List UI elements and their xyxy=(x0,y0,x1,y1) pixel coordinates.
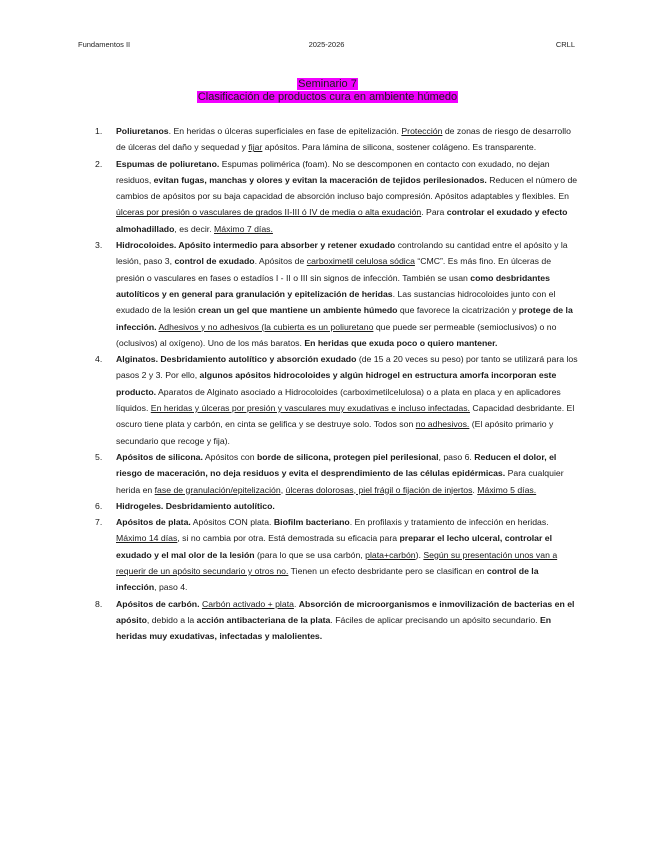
text-segment: , debido a la xyxy=(146,614,197,625)
text-segment: “CMC”. Es más fino. En úlceras de presión o vasculares en fases o estadíos I - II o III sin signos de infección. También se usan xyxy=(116,256,552,283)
text-segment: (de 15 a 20 veces su peso) por tanto se utilizará para los pasos 2 y 3. Por ello, xyxy=(116,354,578,381)
underlined-text: Según su presentación unos van a requerir de un apósito secundario y otros no. xyxy=(116,549,558,577)
underlined-text: fijar xyxy=(248,142,263,153)
text-segment: apósitos. Para lámina de silicona, sostener colágeno. Es transparente. xyxy=(262,142,537,153)
bold-text: Poliuretanos xyxy=(116,126,169,136)
list-item xyxy=(95,596,580,645)
list-item xyxy=(95,449,580,498)
text-segment: , es decir. xyxy=(174,223,215,234)
text-segment: . xyxy=(293,598,299,609)
bold-text: Apósitos de plata. xyxy=(116,517,191,528)
bold-text: como desbridantes autolíticos y en general para granulación y epitelización de heridas xyxy=(116,272,550,299)
bold-text: Espumas de poliuretano. xyxy=(116,158,220,169)
bold-text: evitan fugas, manchas y olores y evitan la maceración de tejidos perilesionados. xyxy=(153,174,487,185)
bold-text: Reducen el dolor, el riesgo de maceración, no deja residuos y evita el desprendimiento de las células epidérmicas. xyxy=(116,451,557,479)
bold-text: En heridas que exuda poco o quiero mantener. xyxy=(304,337,498,348)
underlined-text: Adhesivos y no adhesivos (la cubierta es un poliuretano xyxy=(158,321,374,332)
title-block xyxy=(0,78,655,104)
list-text xyxy=(116,354,578,445)
list-number: 7. xyxy=(95,517,103,528)
text-segment: (para lo que se usa carbón, xyxy=(254,549,366,560)
text-segment: que puede ser permeable (semioclusivos) o no (oclusivos) al oxígeno). Uno de los más baratos. xyxy=(116,321,557,348)
bold-text: Apósitos de silicona. xyxy=(116,451,203,462)
text-segment: que favorece la cicatrización y xyxy=(397,305,519,316)
page-title: Seminario 7 xyxy=(298,78,357,90)
bold-text: acción antibacteriana de la plata xyxy=(196,614,331,625)
underlined-text: plata+carbón xyxy=(365,549,416,560)
text-segment: , si no cambia por otra. Está demostrada su eficacia para xyxy=(177,533,400,544)
list-number: 3. xyxy=(95,240,103,251)
list-number: 6. xyxy=(95,500,103,511)
bold-text: algunos apósitos hidrocoloides y algún hidrogel en estructura amorfa incorporan este producto. xyxy=(116,370,557,397)
bold-text: crean un gel que mantiene un ambiente húmedo xyxy=(198,305,398,316)
bold-text: control de la infección xyxy=(116,566,539,593)
product-list xyxy=(95,123,580,645)
bold-text: Apósitos de carbón. xyxy=(116,598,200,609)
text-segment: Aparatos de Alginato asociado a Hidrocoloides (carboximetilcelulosa) o a plata en placa y en aplicadores líquidos. xyxy=(116,386,561,414)
list-item xyxy=(95,514,580,595)
underlined-text: Máximo 5 días. xyxy=(477,484,537,495)
list-text xyxy=(116,599,574,642)
page-subtitle: Clasificación de productos cura en ambiente húmedo xyxy=(197,91,458,103)
list-item xyxy=(95,498,580,514)
list-number: 1. xyxy=(95,126,103,136)
list-text xyxy=(116,126,571,152)
bold-text: Alginatos. Desbridamiento autolítico y absorción exudado xyxy=(116,354,357,365)
underlined-text: Máximo 7 días. xyxy=(214,223,273,234)
list-number: 2. xyxy=(95,158,103,169)
underlined-text: úlceras por presión o vasculares de grados II-III ó IV de media o alta exudación xyxy=(116,207,422,218)
text-segment: Para cualquier herida en xyxy=(116,468,564,495)
underlined-text: úlceras dolorosas, piel frágil o fijación de injertos xyxy=(285,484,473,495)
list-item xyxy=(95,237,580,351)
bold-text: controlar el exudado y efecto almohadillado xyxy=(116,207,568,234)
text-segment: controlando su cantidad entre el apósito y la lesión, paso 3, xyxy=(116,240,568,267)
text-segment: Capacidad desbridante. El oscuro tiene plata y carbón, en cinta se gelifica y se destruye solo. Todos son xyxy=(116,403,575,430)
header-course: Fundamentos II xyxy=(78,40,131,49)
list-text xyxy=(116,501,275,511)
bold-text: protege de la infección. xyxy=(116,305,573,332)
header-year: 2025-2026 xyxy=(308,40,345,49)
bold-text: Hidrogeles. Desbridamiento autolítico. xyxy=(116,500,275,511)
list-text xyxy=(116,159,577,234)
bold-text: borde de silicona, protegen piel perilesional xyxy=(257,451,439,462)
text-segment: (El apósito primario y secundario que recoge y fija). xyxy=(116,419,554,446)
text-segment: , paso 4. xyxy=(154,582,188,593)
text-segment: . Fáciles de aplicar precisando un apósito secundario. xyxy=(330,614,540,625)
underlined-text: En heridas y úlceras por presión y vasculares muy exudativas e incluso infectadas. xyxy=(150,403,470,414)
bold-text: Biofilm bacteriano xyxy=(273,517,350,528)
text-segment: . Las sustancias hidrocoloides junto con el exudado de la lesión xyxy=(116,288,556,316)
list-item xyxy=(95,123,580,156)
bold-text: control de exudado xyxy=(174,256,255,267)
underlined-text: Protección xyxy=(401,126,443,136)
text-segment: Espumas polimérica (foam). No se descomponen en contacto con exudado, no dejan residuos, xyxy=(116,158,550,185)
underlined-text: Carbón activado + plata xyxy=(201,598,294,609)
bold-text: Hidrocoloides. Apósito intermedio para absorber y retener exudado xyxy=(116,240,396,251)
text-segment: Tienen un efecto desbridante pero se clasifican en xyxy=(288,566,487,577)
text-segment: Reducen el número de cambios de apósitos por su baja capacidad de absorción incluso bajo compresión. Apósitos adaptables y flexibles. En xyxy=(116,174,578,202)
text-segment: , paso 6. xyxy=(438,451,475,462)
text-segment: Apósitos con xyxy=(202,451,257,462)
underlined-text: no adhesivos. xyxy=(415,419,470,430)
bold-text: Absorción de microorganismos e inmovilización de bacterias en el apósito xyxy=(116,598,575,625)
underlined-text: carboximetil celulosa sódica xyxy=(306,256,415,267)
text-segment: , xyxy=(280,484,286,495)
list-text xyxy=(116,240,573,348)
underlined-text: Máximo 14 días xyxy=(116,533,178,544)
text-segment: . Para xyxy=(421,207,447,218)
list-item xyxy=(95,156,580,237)
underlined-text: fase de granulación/epitelización xyxy=(154,484,281,495)
list-number: 4. xyxy=(95,354,103,365)
page-header xyxy=(78,40,575,52)
text-segment: . Apósitos de xyxy=(254,256,307,267)
list-number: 8. xyxy=(95,598,103,609)
text-segment: . En heridas o úlceras superficiales en fase de epitelización. xyxy=(168,126,402,136)
list-text xyxy=(116,452,564,495)
list-item xyxy=(95,351,580,449)
bold-text: En heridas muy exudativas, infectadas y malolientes. xyxy=(116,614,552,642)
list-text xyxy=(116,517,557,592)
header-initials: CRLL xyxy=(555,40,575,49)
text-segment: ). xyxy=(415,549,424,560)
list-number: 5. xyxy=(95,451,103,462)
text-segment: Apósitos CON plata. xyxy=(190,517,274,528)
text-segment: . xyxy=(472,484,478,495)
text-segment: . En profilaxis y tratamiento de infección en heridas. xyxy=(349,517,549,528)
text-segment: de zonas de riesgo de desarrollo de úlceras del daño y sequedad y xyxy=(116,126,571,153)
bold-text: preparar el lecho ulceral, controlar el exudado y el mal olor de la lesión xyxy=(116,533,553,560)
